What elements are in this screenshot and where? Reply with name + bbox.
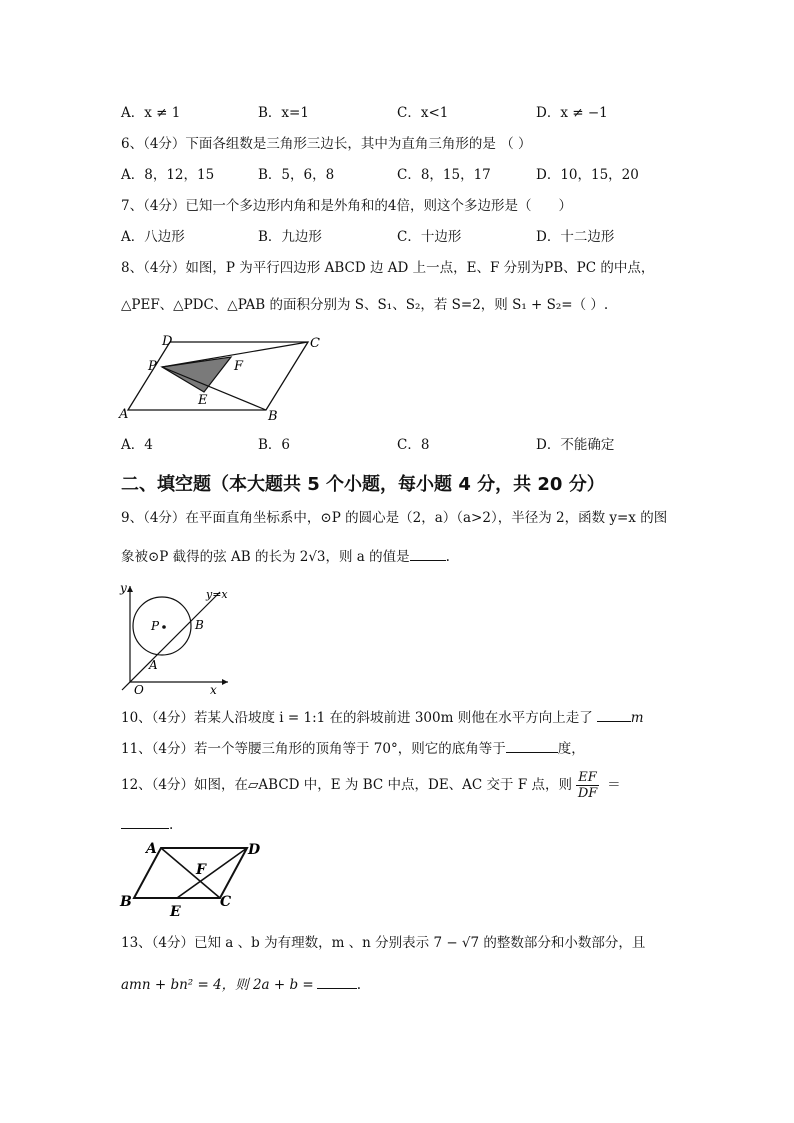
q13-stem-line1: 13、（4分）已知 a 、b 为有理数，m 、n 分别表示 7 − √7 的整数部分和小数部分，且 bbox=[121, 935, 646, 951]
q12-parallelogram-figure bbox=[116, 836, 266, 920]
label-y: y bbox=[120, 581, 127, 595]
y-axis-arrow bbox=[127, 586, 133, 592]
q10-unit: m bbox=[630, 710, 644, 726]
q7-option-b: B．九边形 bbox=[258, 229, 322, 245]
q8-option-c: C．8 bbox=[397, 437, 430, 453]
label-c: C bbox=[220, 894, 232, 910]
q12-equals: ＝ bbox=[607, 777, 621, 793]
label-b: B bbox=[268, 409, 278, 422]
q5-option-b: B．x=1 bbox=[258, 105, 309, 121]
q5-option-a: A．x ≠ 1 bbox=[121, 105, 181, 121]
q13-equation: amn + bn² = 4，则 2a + b = bbox=[121, 977, 314, 993]
label-x: x bbox=[210, 683, 217, 696]
label-b: B bbox=[120, 894, 132, 910]
label-c: C bbox=[310, 336, 320, 351]
circle-p bbox=[133, 597, 191, 655]
q6-option-d: D．10，15，20 bbox=[536, 167, 639, 183]
label-a: A bbox=[119, 407, 129, 422]
q13-end: . bbox=[356, 977, 362, 993]
q9-stem-line1: 9、（4分）在平面直角坐标系中，⊙P 的圆心是（2，a）（a>2），半径为 2，函数 y=x 的图 bbox=[121, 510, 668, 526]
q9-answer-blank[interactable] bbox=[410, 546, 446, 561]
q11-answer-blank[interactable] bbox=[506, 738, 558, 753]
q9-coordinate-figure bbox=[116, 578, 236, 696]
q10-line bbox=[121, 707, 644, 727]
q12-end: . bbox=[169, 817, 174, 833]
q8-option-a: A．4 bbox=[121, 437, 153, 453]
q7-option-c: C．十边形 bbox=[397, 229, 462, 245]
label-b: B bbox=[195, 618, 204, 632]
q10-stem: 10、（4分）若某人沿坡度 i = 1:1 在的斜坡前进 300m 则他在水平方向上走了 bbox=[121, 710, 593, 726]
label-d: D bbox=[248, 842, 261, 858]
q5-option-d: D．x ≠ −1 bbox=[536, 105, 608, 121]
q9-stem-end: . bbox=[445, 549, 450, 565]
center-p-dot bbox=[162, 625, 166, 629]
q8-option-b: B．6 bbox=[258, 437, 291, 453]
q11-stem: 11、（4分）若一个等腰三角形的顶角等于 70°，则它的底角等于 bbox=[121, 741, 506, 757]
q7-option-a: A．八边形 bbox=[121, 229, 185, 245]
label-e: E bbox=[198, 393, 208, 408]
label-d: D bbox=[162, 334, 173, 349]
q5-option-c: C．x<1 bbox=[397, 105, 449, 121]
q9-stem-text: 象被⊙P 截得的弦 AB 的长为 2√3，则 a 的值是 bbox=[121, 549, 410, 565]
label-o: O bbox=[134, 683, 144, 696]
q8-parallelogram-figure bbox=[118, 330, 328, 422]
q7-stem: 7、（4分）已知一个多边形内角和是外角和的4倍，则这个多边形是（ ） bbox=[121, 198, 573, 214]
label-p: P bbox=[148, 359, 157, 374]
q11-end: 度， bbox=[557, 741, 585, 757]
q11-line bbox=[121, 738, 585, 758]
q9-stem-line2 bbox=[121, 546, 450, 566]
parallelogram-abcd bbox=[128, 342, 308, 410]
q12-frac-denominator: DF bbox=[577, 786, 598, 801]
q12-stem: 12、（4分）如图，在▱ABCD 中，E 为 BC 中点，DE、AC 交于 F 点，则 bbox=[121, 777, 572, 793]
q12-line bbox=[121, 768, 621, 802]
q12-answer-blank[interactable] bbox=[121, 814, 169, 829]
q12-answer-line bbox=[121, 814, 173, 834]
q13-stem-line2 bbox=[121, 974, 361, 994]
q8-stem-line2: △PEF、△PDC、△PAB 的面积分别为 S、S₁、S₂，若 S=2，则 S₁ + S₂=（ ）. bbox=[121, 297, 609, 313]
label-f: F bbox=[234, 359, 244, 374]
label-a: A bbox=[146, 841, 157, 857]
label-p: P bbox=[151, 619, 160, 633]
label-e: E bbox=[170, 904, 181, 920]
q12-fraction bbox=[576, 770, 599, 801]
shaded-triangle-pef bbox=[162, 357, 231, 392]
q6-stem: 6、（4分）下面各组数是三角形三边长，其中为直角三角形的是 （ ） bbox=[121, 136, 532, 152]
q8-stem-line1: 8、（4分）如图，P 为平行四边形 ABCD 边 AD 上一点，E、F 分别为PB、PC 的中点， bbox=[121, 260, 655, 276]
label-f: F bbox=[196, 862, 206, 878]
section-2-title: 二、填空题（本大题共 5 个小题，每小题 4 分，共 20 分） bbox=[121, 474, 605, 495]
q6-option-b: B．5，6，8 bbox=[258, 167, 335, 183]
q7-option-d: D．十二边形 bbox=[536, 229, 615, 245]
q12-frac-numerator: EF bbox=[578, 770, 597, 785]
x-axis-arrow bbox=[222, 679, 228, 685]
q10-answer-blank[interactable] bbox=[597, 707, 631, 722]
q8-option-d: D．不能确定 bbox=[536, 437, 615, 453]
q13-answer-blank[interactable] bbox=[317, 974, 357, 989]
q6-option-c: C．8，15，17 bbox=[397, 167, 491, 183]
q6-option-a: A．8，12，15 bbox=[121, 167, 215, 183]
label-line-eq: y=x bbox=[206, 588, 228, 601]
label-a: A bbox=[149, 658, 158, 672]
